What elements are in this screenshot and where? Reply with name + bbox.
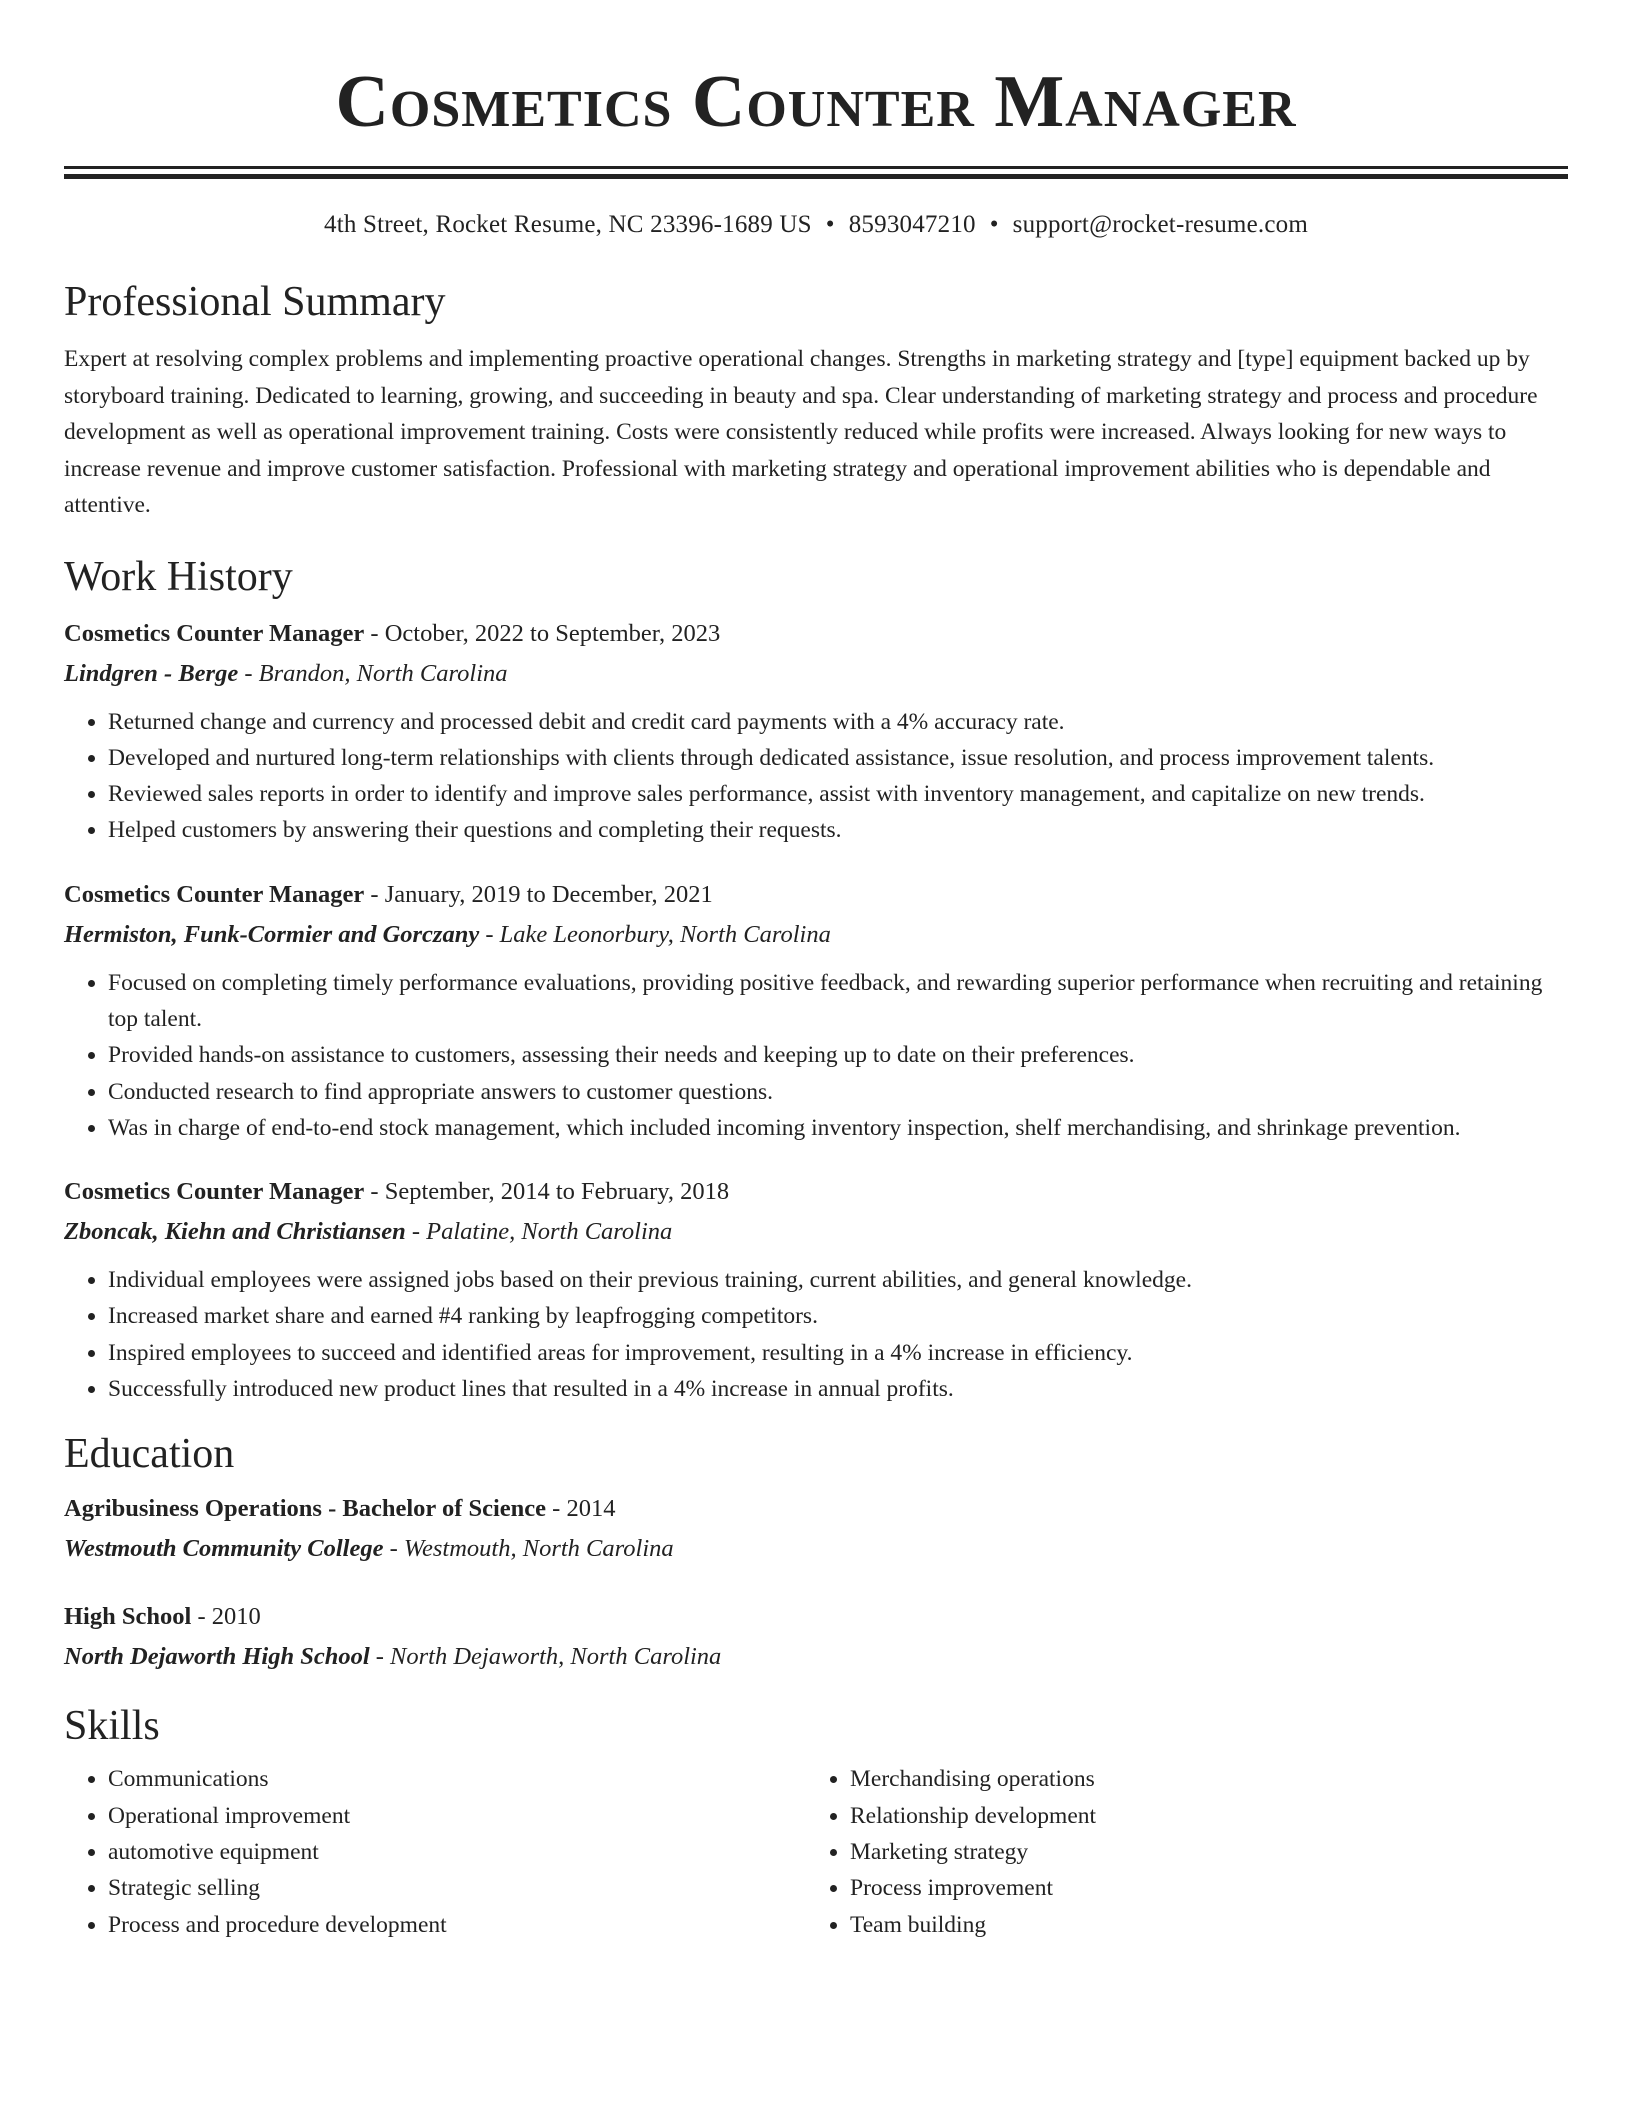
job-header (64, 614, 1568, 654)
job-employer (64, 654, 1568, 694)
work-history-heading: Work History (64, 553, 293, 600)
education-header (64, 1489, 1568, 1529)
header-divider (64, 166, 1568, 179)
job-employer (64, 915, 1568, 955)
job-company: Hermiston, Funk-Cormier and Gorczany (64, 920, 480, 948)
job-location: - Palatine, North Carolina (405, 1218, 673, 1246)
list-item: • Individual employees were assigned jobs based on their previous training, current abilities, and general knowledge. (108, 1262, 1568, 1298)
skill-item: • Team building (850, 1907, 1566, 1943)
skills-list (64, 1761, 1568, 1942)
skill-item: • Merchandising operations (850, 1761, 1566, 1797)
skill-item: • Relationship development (850, 1798, 1566, 1834)
list-item: • Provided hands-on assistance to customers, assessing their needs and keeping up to date on their preferences. (108, 1037, 1568, 1073)
education-degree: High School (64, 1603, 192, 1631)
resume-title: Cosmetics Counter Manager (335, 61, 1297, 143)
skill-item: • Operational improvement (108, 1798, 764, 1834)
skill-item: • Process and procedure development (108, 1907, 764, 1943)
job-location: - Lake Leonorbury, North Carolina (479, 920, 831, 948)
education-location: - North Dejaworth, North Carolina (369, 1643, 722, 1671)
job-bullets (64, 965, 1568, 1146)
education-year: - 2010 (191, 1603, 261, 1631)
list-item: • Was in charge of end-to-end stock management, which included incoming inventory inspection, shelf merchandising, and shrinkage prevention. (108, 1110, 1568, 1146)
contact-line (64, 209, 1568, 241)
contact-email[interactable]: support@rocket-resume.com (1012, 211, 1308, 238)
education-entry (64, 1489, 1568, 1569)
list-item: • Reviewed sales reports in order to identify and improve sales performance, assist with inventory management, and capitalize on new trends. (108, 776, 1568, 812)
education-school: North Dejaworth High School (64, 1643, 370, 1671)
skill-item: • Communications (108, 1761, 764, 1797)
list-item: • Increased market share and earned #4 ranking by leapfrogging competitors. (108, 1298, 1568, 1334)
job-role: Cosmetics Counter Manager (64, 619, 365, 647)
education-year: - 2014 (546, 1495, 616, 1523)
skill-item: • Marketing strategy (850, 1834, 1566, 1870)
education-heading: Education (64, 1431, 235, 1478)
summary-heading: Professional Summary (64, 279, 446, 325)
job-dates: - September, 2014 to February, 2018 (364, 1178, 730, 1206)
job-entry (64, 614, 1568, 849)
list-item: • Focused on completing timely performance evaluations, providing positive feedback, and rewarding superior performance when recruiting and retaining top talent. (108, 965, 1568, 1038)
job-bullets (64, 1262, 1568, 1407)
education-institution (64, 1637, 1568, 1677)
job-role: Cosmetics Counter Manager (64, 880, 365, 908)
job-role: Cosmetics Counter Manager (64, 1178, 365, 1206)
list-item: • Successfully introduced new product lines that resulted in a 4% increase in annual profits. (108, 1371, 1568, 1407)
education-degree: Agribusiness Operations - Bachelor of Science (64, 1495, 547, 1523)
job-employer (64, 1212, 1568, 1252)
list-item: • Conducted research to find appropriate answers to customer questions. (108, 1074, 1568, 1110)
summary-text: Expert at resolving complex problems and implementing proactive operational changes. Strengths in marketing strategy and [type] equipment backed up by storyboard training. Dedicated to learning, growing, and succeeding in beauty and spa. Clear understanding of marketing strategy and process and procedure development as well as operational improvement training. Costs were consistently reduced while profits were increased. Always looking for new ways to increase revenue and improve customer satisfaction. Professional with marketing strategy and operational improvement abilities who is dependable and attentive. (64, 346, 1538, 518)
job-header (64, 875, 1568, 915)
job-header (64, 1172, 1568, 1212)
contact-address: 4th Street, Rocket Resume, NC 23396-1689 US (324, 211, 812, 238)
education-location: - Westmouth, North Carolina (383, 1535, 674, 1563)
list-item: • Inspired employees to succeed and identified areas for improvement, resulting in a 4% increase in efficiency. (108, 1335, 1568, 1371)
job-company: Lindgren - Berge (64, 659, 239, 687)
list-item: • Helped customers by answering their questions and completing their requests. (108, 812, 1568, 848)
contact-phone: 8593047210 (848, 211, 976, 238)
contact-separator: • (989, 211, 999, 238)
job-company: Zboncak, Kiehn and Christiansen (64, 1218, 406, 1246)
education-entry (64, 1597, 1568, 1677)
skill-item: • Process improvement (850, 1870, 1566, 1906)
education-school: Westmouth Community College (64, 1535, 384, 1563)
skills-column-right (806, 1761, 1566, 1942)
skill-item: • automotive equipment (108, 1834, 764, 1870)
education-header (64, 1597, 1568, 1637)
job-location: - Brandon, North Carolina (238, 659, 508, 687)
list-item: • Developed and nurtured long-term relationships with clients through dedicated assistance, issue resolution, and process improvement talents. (108, 740, 1568, 776)
contact-separator: • (825, 211, 835, 238)
skill-item: • Strategic selling (108, 1870, 764, 1906)
job-dates: - October, 2022 to September, 2023 (364, 619, 721, 647)
skills-column-left (64, 1761, 764, 1942)
job-dates: - January, 2019 to December, 2021 (364, 880, 713, 908)
skills-heading: Skills (64, 1703, 160, 1750)
job-entry (64, 1172, 1568, 1407)
education-institution (64, 1529, 1568, 1569)
list-item: • Returned change and currency and processed debit and credit card payments with a 4% accuracy rate. (108, 704, 1568, 740)
job-entry (64, 875, 1568, 1146)
job-bullets (64, 704, 1568, 849)
